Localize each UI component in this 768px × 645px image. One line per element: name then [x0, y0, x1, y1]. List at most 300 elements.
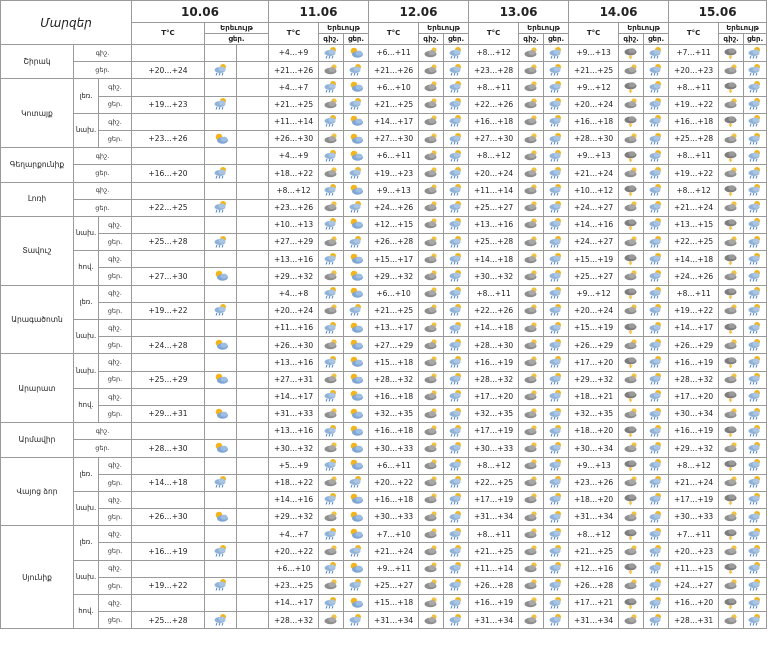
rain-sun-icon: [544, 182, 569, 199]
day-night-label: ցեր.: [99, 474, 131, 491]
temperature-cell: +4…+7: [269, 526, 319, 543]
rain-sun-icon: [344, 474, 369, 491]
temperature-cell: +20…+23: [669, 543, 719, 560]
rain-sun-icon: [319, 113, 344, 130]
temperature-cell: +11…+16: [269, 320, 319, 337]
region-name: Գեղարքունիք: [1, 148, 74, 182]
temperature-cell: +20…+22: [269, 543, 319, 560]
table-row: [1, 251, 767, 268]
table-row: [1, 423, 767, 440]
rain-sun-icon: [444, 216, 469, 233]
cloud-icon: [719, 405, 744, 422]
none-icon: [237, 457, 269, 474]
rain-sun-icon: [444, 612, 469, 629]
cloud-icon: [419, 509, 444, 526]
temperature-cell: +22…+25: [669, 234, 719, 251]
table-row: [1, 216, 767, 233]
temperature-cell: +8…+11: [469, 526, 519, 543]
day-night-label: ցեր.: [74, 165, 132, 182]
phenomenon-header: Երեւույթ: [519, 23, 569, 34]
cloud-sun-icon: [205, 440, 237, 457]
cloud-sun-icon: [344, 113, 369, 130]
cloud-icon: [619, 199, 644, 216]
night-sub-header: գիշ.: [619, 34, 644, 45]
rain-sun-icon: [744, 560, 767, 577]
none-icon: [237, 337, 269, 354]
day-night-label: գիշ.: [74, 45, 132, 62]
cloud-icon: [419, 457, 444, 474]
rain-sun-icon: [644, 405, 669, 422]
temperature-cell: +21…+26: [369, 62, 419, 79]
rain-sun-icon: [205, 165, 237, 182]
subregion-cell: [74, 457, 132, 491]
cloud-icon: [719, 612, 744, 629]
cloud-icon: [419, 45, 444, 62]
temperature-cell: +8…+12: [669, 457, 719, 474]
rain-sun-icon: [744, 337, 767, 354]
storm-icon: [719, 354, 744, 371]
temperature-cell: +16…+18: [369, 388, 419, 405]
rain-sun-icon: [544, 320, 569, 337]
day-header: 11.06: [269, 1, 369, 23]
temperature-cell: [132, 388, 205, 405]
rain-sun-icon: [644, 440, 669, 457]
subregion-label: լեռ.: [79, 91, 93, 100]
temperature-cell: +15…+17: [369, 251, 419, 268]
rain-sun-icon: [444, 543, 469, 560]
rain-sun-icon: [644, 612, 669, 629]
temperature-cell: +25…+28: [469, 234, 519, 251]
temperature-cell: +4…+9: [269, 148, 319, 165]
rain-sun-icon: [744, 96, 767, 113]
rain-sun-icon: [205, 543, 237, 560]
storm-icon: [619, 320, 644, 337]
cloud-icon: [619, 509, 644, 526]
rain-sun-icon: [644, 251, 669, 268]
temperature-cell: +14…+17: [369, 113, 419, 130]
temperature-cell: +19…+22: [669, 165, 719, 182]
day-night-label: ցեր.: [99, 577, 131, 594]
rain-sun-icon: [544, 388, 569, 405]
day-night-label: ցեր.: [99, 96, 131, 113]
cloud-icon: [319, 165, 344, 182]
none-icon: [237, 113, 269, 130]
rain-sun-icon: [744, 130, 767, 147]
temperature-cell: +10…+13: [269, 216, 319, 233]
temperature-cell: +8…+11: [669, 285, 719, 302]
none-icon: [237, 543, 269, 560]
table-row: [1, 354, 767, 371]
none-icon: [237, 612, 269, 629]
rain-sun-icon: [744, 457, 767, 474]
rain-sun-icon: [205, 62, 237, 79]
rain-sun-icon: [444, 234, 469, 251]
rain-sun-icon: [644, 474, 669, 491]
temperature-cell: +12…+15: [369, 216, 419, 233]
rain-sun-icon: [205, 234, 237, 251]
rain-sun-icon: [444, 62, 469, 79]
subregion-label: հով.: [78, 400, 94, 409]
rain-sun-icon: [544, 62, 569, 79]
temperature-cell: [132, 285, 205, 302]
cloud-sun-icon: [344, 130, 369, 147]
none-icon: [205, 491, 237, 508]
rain-sun-icon: [319, 216, 344, 233]
cloud-icon: [719, 199, 744, 216]
cloud-sun-icon: [344, 560, 369, 577]
subregion-label: լեռ.: [79, 538, 93, 547]
temperature-cell: +25…+27: [469, 199, 519, 216]
rain-sun-icon: [319, 182, 344, 199]
rain-sun-icon: [644, 285, 669, 302]
rain-sun-icon: [319, 285, 344, 302]
cloud-sun-icon: [344, 595, 369, 612]
rain-sun-icon: [205, 474, 237, 491]
day-night-label: ցեր.: [99, 371, 131, 388]
rain-sun-icon: [344, 612, 369, 629]
cloud-icon: [319, 509, 344, 526]
temperature-cell: +8…+11: [669, 79, 719, 96]
rain-sun-icon: [644, 526, 669, 543]
cloud-icon: [519, 182, 544, 199]
rain-sun-icon: [319, 595, 344, 612]
cloud-icon: [519, 491, 544, 508]
none-icon: [237, 234, 269, 251]
temperature-cell: +13…+16: [469, 216, 519, 233]
day-header: 10.06: [132, 1, 269, 23]
cloud-icon: [719, 474, 744, 491]
none-icon: [237, 96, 269, 113]
temperature-cell: +26…+30: [269, 130, 319, 147]
cloud-icon: [519, 45, 544, 62]
rain-sun-icon: [744, 234, 767, 251]
rain-sun-icon: [544, 268, 569, 285]
none-icon: [205, 79, 237, 96]
temperature-cell: +16…+18: [369, 423, 419, 440]
storm-icon: [719, 45, 744, 62]
rain-sun-icon: [444, 320, 469, 337]
rain-sun-icon: [444, 457, 469, 474]
none-icon: [237, 62, 269, 79]
rain-sun-icon: [744, 474, 767, 491]
temperature-cell: +9…+13: [569, 45, 619, 62]
storm-icon: [719, 216, 744, 233]
day-header: 12.06: [369, 1, 469, 23]
temperature-cell: [132, 148, 205, 165]
cloud-icon: [519, 320, 544, 337]
cloud-icon: [419, 216, 444, 233]
cloud-icon: [419, 268, 444, 285]
temperature-cell: +5…+9: [269, 457, 319, 474]
cloud-icon: [519, 251, 544, 268]
cloud-icon: [519, 113, 544, 130]
temperature-cell: +12…+16: [569, 560, 619, 577]
temp-header: T°C: [369, 23, 419, 45]
subregion-label: նախ.: [75, 504, 97, 513]
cloud-sun-icon: [344, 509, 369, 526]
day-night-label: գիշ.: [74, 423, 132, 440]
cloud-icon: [319, 234, 344, 251]
day-night-label: ցեր.: [99, 233, 131, 250]
storm-icon: [619, 251, 644, 268]
phenomenon-header: Երեւույթ: [619, 23, 669, 34]
cloud-icon: [619, 371, 644, 388]
temperature-cell: +24…+26: [669, 268, 719, 285]
day-night-label: ցեր.: [99, 611, 131, 628]
phenomenon-header: Երեւույթ: [319, 23, 369, 34]
temperature-cell: +7…+11: [669, 526, 719, 543]
temperature-cell: +17…+19: [469, 423, 519, 440]
cloud-icon: [719, 234, 744, 251]
none-icon: [237, 405, 269, 422]
temperature-cell: +25…+28: [132, 234, 205, 251]
temperature-cell: +19…+22: [669, 96, 719, 113]
rain-sun-icon: [644, 182, 669, 199]
cloud-sun-icon: [344, 405, 369, 422]
temperature-cell: +28…+31: [669, 612, 719, 629]
rain-sun-icon: [544, 491, 569, 508]
temperature-cell: +19…+23: [369, 165, 419, 182]
none-icon: [237, 388, 269, 405]
rain-sun-icon: [644, 234, 669, 251]
temperature-cell: +6…+11: [369, 45, 419, 62]
cloud-sun-icon: [205, 130, 237, 147]
night-sub-header: գիշ.: [519, 34, 544, 45]
rain-sun-icon: [744, 543, 767, 560]
cloud-sun-icon: [344, 251, 369, 268]
cloud-icon: [519, 234, 544, 251]
cloud-sun-icon: [205, 268, 237, 285]
temperature-cell: +16…+18: [469, 113, 519, 130]
cloud-icon: [719, 509, 744, 526]
none-icon: [205, 560, 237, 577]
rain-sun-icon: [544, 165, 569, 182]
temperature-cell: +23…+26: [569, 474, 619, 491]
rain-sun-icon: [319, 251, 344, 268]
rain-sun-icon: [319, 388, 344, 405]
subregion-label: հով.: [78, 263, 94, 272]
rain-sun-icon: [544, 285, 569, 302]
cloud-sun-icon: [344, 337, 369, 354]
rain-sun-icon: [744, 199, 767, 216]
none-icon: [237, 509, 269, 526]
rain-sun-icon: [444, 405, 469, 422]
rain-sun-icon: [544, 96, 569, 113]
storm-icon: [619, 182, 644, 199]
cloud-icon: [519, 405, 544, 422]
cloud-sun-icon: [344, 45, 369, 62]
temperature-cell: +7…+11: [669, 45, 719, 62]
rain-sun-icon: [644, 148, 669, 165]
cloud-icon: [319, 96, 344, 113]
temperature-cell: +14…+17: [669, 320, 719, 337]
rain-sun-icon: [644, 130, 669, 147]
cloud-icon: [519, 543, 544, 560]
temperature-cell: +18…+20: [569, 491, 619, 508]
temperature-cell: +30…+32: [469, 268, 519, 285]
table-row: [1, 148, 767, 165]
storm-icon: [619, 216, 644, 233]
cloud-sun-icon: [344, 423, 369, 440]
phenomenon-header: Երեւույթ: [205, 23, 269, 34]
temperature-cell: +18…+20: [569, 423, 619, 440]
cloud-icon: [519, 79, 544, 96]
day-header: 13.06: [469, 1, 569, 23]
day-night-label: գիշ.: [108, 495, 122, 504]
cloud-icon: [419, 234, 444, 251]
temperature-cell: +19…+22: [132, 577, 205, 594]
rain-sun-icon: [444, 354, 469, 371]
cloud-sun-icon: [344, 182, 369, 199]
cloud-icon: [419, 182, 444, 199]
temperature-cell: +11…+14: [469, 560, 519, 577]
rain-sun-icon: [444, 595, 469, 612]
rain-sun-icon: [744, 45, 767, 62]
temperature-cell: +26…+29: [669, 337, 719, 354]
subregion-cell: [74, 388, 132, 422]
temperature-cell: +6…+10: [369, 285, 419, 302]
temperature-cell: +30…+33: [369, 509, 419, 526]
storm-icon: [719, 388, 744, 405]
temperature-cell: +17…+20: [469, 388, 519, 405]
temperature-cell: +22…+25: [132, 199, 205, 216]
rain-sun-icon: [744, 371, 767, 388]
none-icon: [205, 251, 237, 268]
storm-icon: [619, 45, 644, 62]
temperature-cell: +21…+25: [269, 96, 319, 113]
cloud-icon: [619, 96, 644, 113]
region-name: Վայոց ձոր: [1, 457, 74, 526]
rain-sun-icon: [319, 148, 344, 165]
temperature-cell: +15…+19: [569, 320, 619, 337]
none-icon: [205, 595, 237, 612]
subregion-cell: [74, 560, 132, 594]
table-row: [1, 113, 767, 130]
table-row: [1, 560, 767, 577]
temperature-cell: +8…+12: [469, 457, 519, 474]
none-icon: [237, 182, 269, 199]
subregion-label: լեռ.: [79, 469, 93, 478]
temperature-cell: +14…+18: [132, 474, 205, 491]
rain-sun-icon: [644, 509, 669, 526]
cloud-icon: [519, 526, 544, 543]
day-night-label: ցեր.: [99, 267, 131, 284]
temperature-cell: [132, 560, 205, 577]
rain-sun-icon: [744, 302, 767, 319]
none-icon: [205, 526, 237, 543]
temperature-cell: +26…+28: [369, 234, 419, 251]
temperature-cell: +16…+18: [669, 113, 719, 130]
temperature-cell: +21…+24: [369, 543, 419, 560]
temperature-cell: [132, 216, 205, 233]
storm-icon: [619, 388, 644, 405]
temperature-cell: +24…+27: [569, 199, 619, 216]
temperature-cell: +25…+27: [369, 577, 419, 594]
cloud-icon: [519, 354, 544, 371]
storm-icon: [719, 491, 744, 508]
day-night-label: ցեր.: [74, 199, 132, 216]
cloud-icon: [319, 62, 344, 79]
temperature-cell: +6…+11: [369, 457, 419, 474]
none-icon: [237, 423, 269, 440]
day-sub-header: ցեր.: [744, 34, 767, 45]
temperature-cell: +28…+32: [469, 371, 519, 388]
rain-sun-icon: [344, 543, 369, 560]
table-row: [1, 62, 767, 79]
rain-sun-icon: [744, 491, 767, 508]
cloud-icon: [419, 165, 444, 182]
cloud-icon: [519, 302, 544, 319]
temperature-cell: +19…+22: [669, 302, 719, 319]
cloud-sun-icon: [344, 491, 369, 508]
cloud-icon: [619, 130, 644, 147]
cloud-icon: [419, 113, 444, 130]
cloud-icon: [519, 165, 544, 182]
cloud-icon: [619, 165, 644, 182]
cloud-icon: [719, 96, 744, 113]
none-icon: [237, 148, 269, 165]
temperature-cell: +31…+34: [369, 612, 419, 629]
storm-icon: [719, 285, 744, 302]
temperature-cell: +13…+16: [269, 251, 319, 268]
temperature-cell: +8…+11: [469, 285, 519, 302]
temperature-cell: +32…+35: [369, 405, 419, 422]
rain-sun-icon: [744, 577, 767, 594]
day-header: 14.06: [569, 1, 669, 23]
temperature-cell: +14…+18: [469, 320, 519, 337]
rain-sun-icon: [444, 79, 469, 96]
temperature-cell: +14…+16: [569, 216, 619, 233]
temperature-cell: +24…+28: [132, 337, 205, 354]
temperature-cell: +32…+35: [469, 405, 519, 422]
rain-sun-icon: [444, 268, 469, 285]
temperature-cell: +25…+27: [569, 268, 619, 285]
temperature-cell: +9…+13: [569, 148, 619, 165]
cloud-icon: [419, 62, 444, 79]
none-icon: [205, 113, 237, 130]
rain-sun-icon: [444, 182, 469, 199]
rain-sun-icon: [205, 96, 237, 113]
rain-sun-icon: [744, 526, 767, 543]
temperature-cell: +16…+20: [669, 595, 719, 612]
rain-sun-icon: [644, 320, 669, 337]
cloud-icon: [519, 268, 544, 285]
cloud-icon: [519, 577, 544, 594]
storm-icon: [719, 423, 744, 440]
temperature-cell: +14…+16: [269, 491, 319, 508]
temperature-cell: +17…+19: [669, 491, 719, 508]
region-name: Արագածոտն: [1, 285, 74, 354]
none-icon: [237, 320, 269, 337]
rain-sun-icon: [444, 526, 469, 543]
temperature-cell: +20…+24: [569, 302, 619, 319]
temperature-cell: +8…+12: [469, 45, 519, 62]
rain-sun-icon: [544, 405, 569, 422]
day-night-label: ցեր.: [99, 130, 131, 147]
temperature-cell: +30…+33: [669, 509, 719, 526]
cloud-icon: [419, 371, 444, 388]
rain-sun-icon: [744, 285, 767, 302]
day-night-label: ցեր.: [99, 508, 131, 525]
temperature-cell: +25…+28: [669, 130, 719, 147]
storm-icon: [719, 113, 744, 130]
storm-icon: [619, 148, 644, 165]
region-name: Լոռի: [1, 182, 74, 216]
rain-sun-icon: [744, 423, 767, 440]
rain-sun-icon: [319, 354, 344, 371]
subregion-cell: [74, 491, 132, 525]
cloud-icon: [519, 457, 544, 474]
